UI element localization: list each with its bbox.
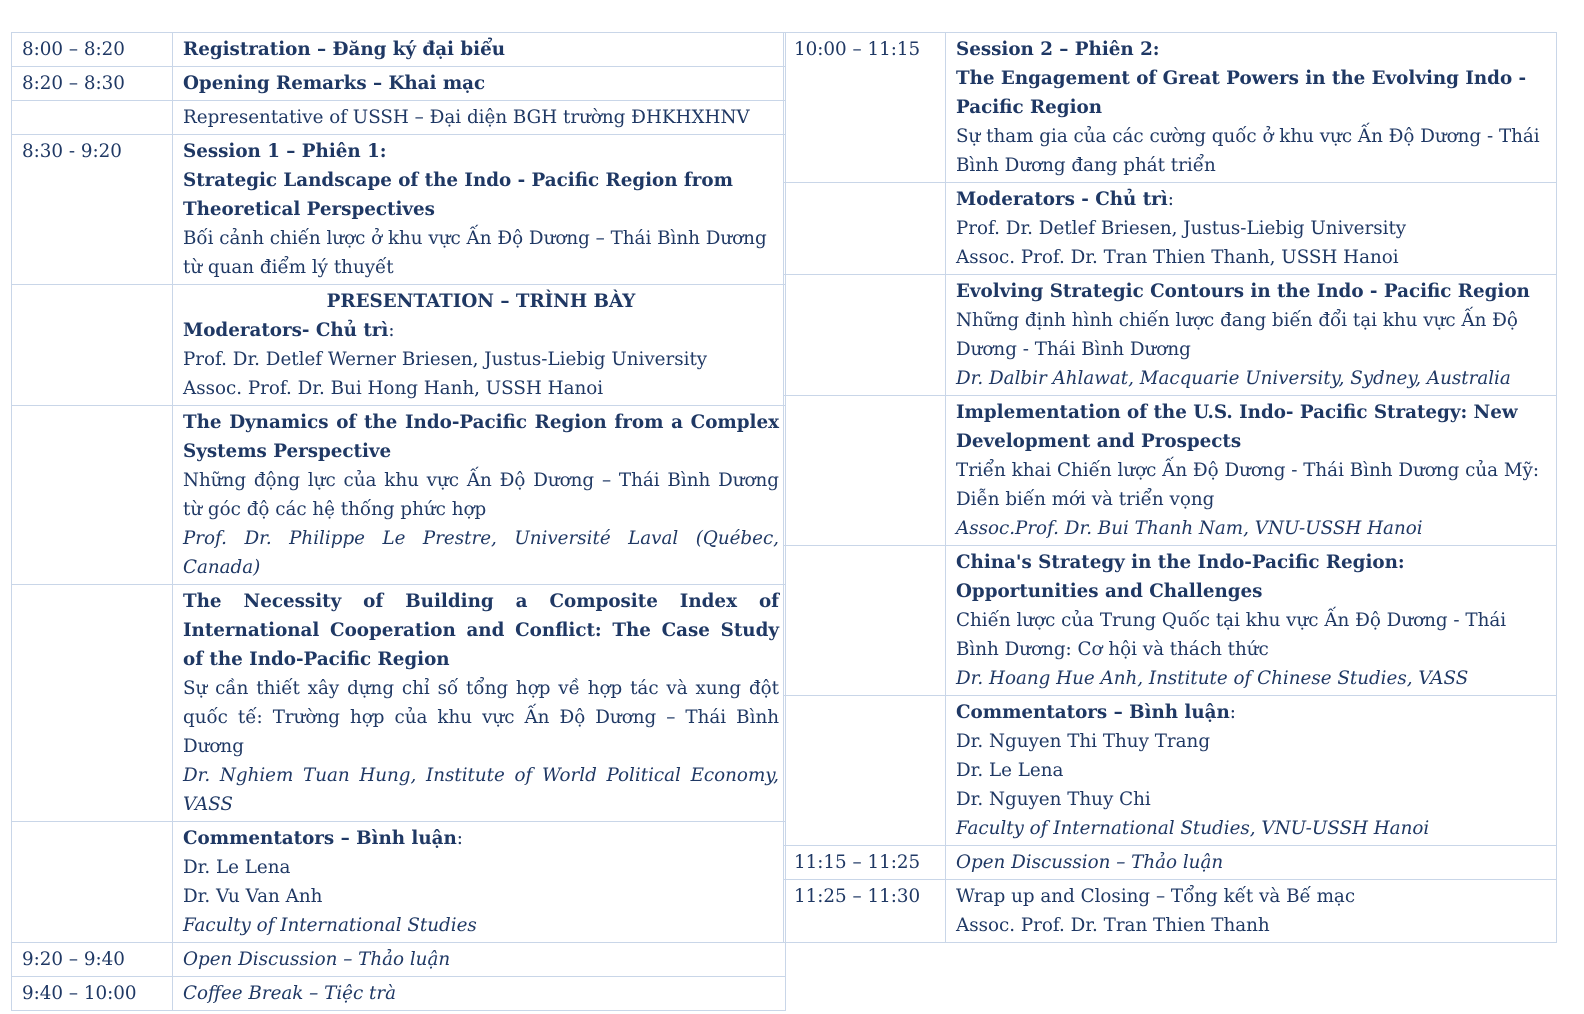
time-cell-empty	[784, 696, 946, 846]
time-cell: 11:15 – 11:25	[784, 846, 946, 880]
time-cell: 9:20 – 9:40	[12, 943, 173, 977]
registration-cell	[173, 33, 786, 67]
session-1-cell	[173, 135, 786, 285]
moderator-name: Prof. Dr. Detlef Briesen, Justus-Liebig University	[956, 218, 1407, 239]
commentators-cell	[173, 822, 786, 943]
commentator-name: Dr. Nguyen Thuy Chi	[956, 789, 1151, 810]
commentators-line: Commentators – Bình luận:	[956, 702, 1236, 723]
table-row	[12, 67, 786, 101]
session-title-vn: Sự tham gia của các cường quốc ở khu vực Ấn Độ Dương - Thái Bình Dương đang phát triển	[956, 126, 1540, 176]
commentators-label: Commentators – Bình luận	[183, 828, 457, 849]
item-text: Open Discussion – Thảo luận	[183, 949, 451, 970]
paper-speaker: Dr. Nghiem Tuan Hung, Institute of World Political Economy, VASS	[183, 765, 779, 815]
closing-name: Assoc. Prof. Dr. Tran Thien Thanh	[956, 915, 1270, 936]
moderators-line: Moderators- Chủ trì:	[183, 320, 395, 341]
time-cell-empty	[12, 406, 173, 585]
session-title: The Engagement of Great Powers in the Evolving Indo - Pacific Region	[956, 68, 1527, 118]
session-label: Session 1 – Phiên 1:	[183, 141, 387, 162]
table-row	[12, 406, 786, 585]
paper-cell	[946, 546, 1557, 696]
closing-cell	[946, 880, 1557, 943]
table-row	[12, 977, 786, 1011]
table-row	[784, 275, 1557, 396]
table-row	[12, 585, 786, 822]
session-label: Session 2 – Phiên 2:	[956, 39, 1160, 60]
time-cell-empty	[784, 396, 946, 546]
time-cell-empty	[12, 285, 173, 406]
commentators-cell	[946, 696, 1557, 846]
representative-cell	[173, 101, 786, 135]
commentator-name: Dr. Le Lena	[183, 857, 291, 878]
item-title: Registration – Đăng ký đại biểu	[183, 39, 506, 60]
time-cell: 11:25 – 11:30	[784, 880, 946, 943]
paper-speaker: Dr. Hoang Hue Anh, Institute of Chinese Studies, VASS	[956, 668, 1469, 689]
table-row	[784, 183, 1557, 275]
table-row	[12, 33, 786, 67]
time-cell-empty	[12, 822, 173, 943]
paper-speaker: Dr. Dalbir Ahlawat, Macquarie University, Sydney, Australia	[956, 368, 1511, 389]
commentator-name: Dr. Le Lena	[956, 760, 1064, 781]
opening-cell	[173, 67, 786, 101]
item-text: Coffee Break – Tiệc trà	[183, 983, 397, 1004]
paper-title: The Dynamics of the Indo-Pacific Region from a Complex Systems Perspective	[183, 412, 779, 462]
table-row	[12, 822, 786, 943]
table-row	[784, 546, 1557, 696]
paper-title-vn: Những động lực của khu vực Ấn Độ Dương – Thái Bình Dương từ góc độ các hệ thống phức hợp	[183, 470, 779, 520]
item-text: Open Discussion – Thảo luận	[956, 852, 1224, 873]
paper-title: Implementation of the U.S. Indo- Pacific Strategy: New Development and Prospects	[956, 402, 1518, 452]
session-title: Strategic Landscape of the Indo - Pacific Region from Theoretical Perspectives	[183, 170, 733, 220]
item-text: Representative of USSH – Đại diện BGH trường ĐHKHXHNV	[183, 107, 750, 128]
time-cell: 8:00 – 8:20	[12, 33, 173, 67]
time-cell: 10:00 – 11:15	[784, 33, 946, 183]
time-cell-empty	[12, 101, 173, 135]
table-row	[12, 135, 786, 285]
moderators-label: Moderators- Chủ trì	[183, 320, 389, 341]
commentator-org: Faculty of International Studies	[183, 915, 477, 936]
paper-speaker: Prof. Dr. Philippe Le Prestre, Université Laval (Québec, Canada)	[183, 528, 779, 578]
time-cell: 8:30 - 9:20	[12, 135, 173, 285]
paper-cell	[946, 275, 1557, 396]
discussion-cell	[173, 943, 786, 977]
table-row	[12, 943, 786, 977]
paper-title-vn: Chiến lược của Trung Quốc tại khu vực Ấn Độ Dương - Thái Bình Dương: Cơ hội và thách thức	[956, 610, 1507, 660]
presentation-cell	[173, 285, 786, 406]
time-cell-empty	[12, 585, 173, 822]
commentator-org: Faculty of International Studies, VNU-USSH Hanoi	[956, 818, 1430, 839]
commentator-name: Dr. Nguyen Thi Thuy Trang	[956, 731, 1211, 752]
table-row	[784, 696, 1557, 846]
session-2-cell	[946, 33, 1557, 183]
table-row	[784, 880, 1557, 943]
item-text: Wrap up and Closing – Tổng kết và Bế mạc	[956, 886, 1356, 907]
paper-speaker: Assoc.Prof. Dr. Bui Thanh Nam, VNU-USSH Hanoi	[956, 518, 1423, 539]
commentator-name: Dr. Vu Van Anh	[183, 886, 323, 907]
agenda-table-morning	[11, 32, 786, 1011]
moderators-line: Moderators - Chủ trì:	[956, 189, 1174, 210]
moderators-cell	[946, 183, 1557, 275]
item-title: Opening Remarks – Khai mạc	[183, 73, 486, 94]
paper-cell	[173, 406, 786, 585]
table-row	[12, 285, 786, 406]
paper-title-vn: Sự cần thiết xây dựng chỉ số tổng hợp về hợp tác và xung đột quốc tế: Trường hợp của khu vực Ấn Độ Dương – Thái Bình Dương	[183, 678, 779, 757]
moderator-name: Prof. Dr. Detlef Werner Briesen, Justus-Liebig University	[183, 349, 708, 370]
break-cell	[173, 977, 786, 1011]
table-row	[784, 396, 1557, 546]
moderator-name: Assoc. Prof. Dr. Tran Thien Thanh, USSH Hanoi	[956, 247, 1399, 268]
paper-title: China's Strategy in the Indo-Pacific Region: Opportunities and Challenges	[956, 552, 1405, 602]
paper-cell	[173, 585, 786, 822]
paper-title-vn: Triển khai Chiến lược Ấn Độ Dương - Thái Bình Dương của Mỹ: Diễn biến mới và triển vọng	[956, 460, 1540, 510]
table-row	[784, 33, 1557, 183]
moderators-label: Moderators - Chủ trì	[956, 189, 1168, 210]
time-cell: 8:20 – 8:30	[12, 67, 173, 101]
time-cell-empty	[784, 546, 946, 696]
discussion-cell	[946, 846, 1557, 880]
presentation-heading: PRESENTATION – TRÌNH BÀY	[326, 291, 636, 312]
session-title-vn: Bối cảnh chiến lược ở khu vực Ấn Độ Dương – Thái Bình Dương từ quan điểm lý thuyết	[183, 228, 767, 278]
commentators-line: Commentators – Bình luận:	[183, 828, 463, 849]
time-cell-empty	[784, 183, 946, 275]
time-cell-empty	[784, 275, 946, 396]
agenda-table-late-morning	[783, 32, 1557, 943]
time-cell: 9:40 – 10:00	[12, 977, 173, 1011]
paper-cell	[946, 396, 1557, 546]
paper-title-vn: Những định hình chiến lược đang biến đổi tại khu vực Ấn Độ Dương - Thái Bình Dương	[956, 310, 1518, 360]
table-row	[12, 101, 786, 135]
paper-title: Evolving Strategic Contours in the Indo - Pacific Region	[956, 281, 1530, 302]
commentators-label: Commentators – Bình luận	[956, 702, 1230, 723]
moderator-name: Assoc. Prof. Dr. Bui Hong Hanh, USSH Hanoi	[183, 378, 604, 399]
paper-title: The Necessity of Building a Composite Index of International Cooperation and Conflict: The Case Study of the Indo-Pacific Region	[183, 591, 779, 670]
table-row	[784, 846, 1557, 880]
